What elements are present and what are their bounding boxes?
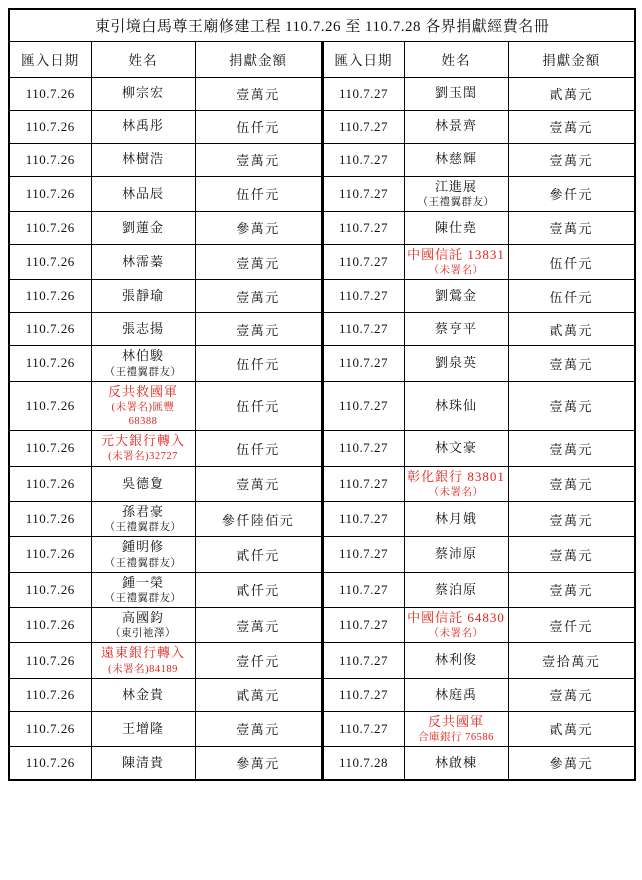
amount-cell: 壹萬元 bbox=[508, 211, 635, 244]
date-cell: 110.7.26 bbox=[9, 466, 91, 501]
donor-name: 元大銀行轉入 bbox=[100, 433, 185, 449]
date-cell: 110.7.27 bbox=[322, 537, 404, 572]
amount-cell: 壹萬元 bbox=[508, 537, 635, 572]
document-title: 東引境白馬尊王廟修建工程 110.7.26 至 110.7.28 各界捐獻經費名冊 bbox=[9, 9, 635, 41]
date-cell: 110.7.28 bbox=[322, 747, 404, 780]
donor-name: 王增隆 bbox=[121, 720, 164, 736]
donor-name-cell bbox=[404, 381, 508, 431]
date-cell: 110.7.26 bbox=[9, 143, 91, 176]
table-row bbox=[9, 643, 635, 678]
amount-cell: 壹萬元 bbox=[508, 143, 635, 176]
donor-name: 劉泉英 bbox=[434, 355, 477, 371]
table-row bbox=[9, 143, 635, 176]
amount-cell: 伍仟元 bbox=[508, 280, 635, 313]
amount-cell: 貳萬元 bbox=[195, 678, 322, 711]
header-amount-left: 捐獻金額 bbox=[195, 41, 322, 77]
donor-name: 遠東銀行轉入 bbox=[100, 645, 185, 661]
date-cell: 110.7.26 bbox=[9, 431, 91, 466]
date-cell: 110.7.26 bbox=[9, 572, 91, 607]
date-cell: 110.7.26 bbox=[9, 643, 91, 678]
donor-name-cell bbox=[91, 643, 195, 678]
donor-name: 吳德夐 bbox=[121, 475, 164, 491]
date-cell: 110.7.27 bbox=[322, 643, 404, 678]
amount-cell: 參仟陸佰元 bbox=[195, 501, 322, 536]
donor-name-note: 合庫銀行 76586 bbox=[418, 732, 494, 743]
donor-name: 張靜瑜 bbox=[121, 288, 164, 304]
donor-name: 林禹彤 bbox=[121, 118, 164, 134]
date-cell: 110.7.27 bbox=[322, 244, 404, 279]
donor-name-cell bbox=[91, 346, 195, 381]
date-cell: 110.7.26 bbox=[9, 501, 91, 536]
date-cell: 110.7.27 bbox=[322, 313, 404, 346]
donor-name: 鍾明修 bbox=[121, 539, 164, 555]
date-cell: 110.7.27 bbox=[322, 280, 404, 313]
amount-cell: 壹拾萬元 bbox=[508, 643, 635, 678]
donor-name: 鍾一榮 bbox=[121, 574, 164, 590]
donation-table bbox=[8, 8, 636, 781]
donor-name-cell bbox=[404, 572, 508, 607]
donor-name-cell bbox=[404, 143, 508, 176]
donor-name-cell bbox=[404, 280, 508, 313]
donor-name-note: （王禮翼群友） bbox=[104, 557, 182, 569]
donor-name-note: （王禮翼群友） bbox=[104, 592, 182, 604]
amount-cell: 壹萬元 bbox=[508, 466, 635, 501]
donor-name: 林伯駿 bbox=[121, 348, 164, 364]
date-cell: 110.7.26 bbox=[9, 280, 91, 313]
donor-name: 蔡沛原 bbox=[434, 546, 477, 562]
donor-name: 張志揚 bbox=[121, 321, 164, 337]
donor-name-cell bbox=[91, 211, 195, 244]
amount-cell: 壹萬元 bbox=[508, 501, 635, 536]
donor-name: 反共救國軍 bbox=[107, 383, 178, 399]
amount-cell: 伍仟元 bbox=[195, 346, 322, 381]
donor-name: 林樹浩 bbox=[121, 151, 164, 167]
donor-name-cell bbox=[91, 431, 195, 466]
donor-name: 彰化銀行 83801 bbox=[407, 468, 505, 484]
header-name-right: 姓名 bbox=[404, 41, 508, 77]
donor-name-cell bbox=[404, 501, 508, 536]
donor-name-cell bbox=[404, 313, 508, 346]
donor-name-note: （未署名） bbox=[428, 628, 484, 640]
date-cell: 110.7.27 bbox=[322, 501, 404, 536]
donor-name-cell bbox=[404, 678, 508, 711]
donor-name-cell bbox=[91, 608, 195, 643]
date-cell: 110.7.26 bbox=[9, 313, 91, 346]
table-row bbox=[9, 501, 635, 536]
donor-name-note: （王禮翼群友） bbox=[104, 522, 182, 534]
amount-cell: 壹萬元 bbox=[508, 572, 635, 607]
date-cell: 110.7.27 bbox=[322, 678, 404, 711]
donor-name-cell bbox=[91, 381, 195, 431]
amount-cell: 壹萬元 bbox=[195, 280, 322, 313]
amount-cell: 貳萬元 bbox=[508, 313, 635, 346]
amount-cell: 伍仟元 bbox=[195, 176, 322, 211]
table-row bbox=[9, 244, 635, 279]
amount-cell: 壹萬元 bbox=[508, 431, 635, 466]
amount-cell: 參萬元 bbox=[195, 211, 322, 244]
table-row bbox=[9, 678, 635, 711]
table-body bbox=[9, 77, 635, 780]
amount-cell: 壹萬元 bbox=[195, 143, 322, 176]
date-cell: 110.7.27 bbox=[322, 346, 404, 381]
amount-cell: 參萬元 bbox=[508, 747, 635, 780]
amount-cell: 壹萬元 bbox=[195, 77, 322, 110]
donor-name-cell bbox=[91, 176, 195, 211]
date-cell: 110.7.27 bbox=[322, 176, 404, 211]
date-cell: 110.7.27 bbox=[322, 572, 404, 607]
table-row bbox=[9, 211, 635, 244]
donor-name-cell bbox=[404, 176, 508, 211]
donor-name-note: 68388 bbox=[128, 416, 158, 427]
amount-cell: 壹萬元 bbox=[508, 381, 635, 431]
donor-name-note: （王禮翼群友） bbox=[417, 196, 495, 208]
table-row bbox=[9, 280, 635, 313]
amount-cell: 壹萬元 bbox=[195, 466, 322, 501]
donor-name-cell bbox=[91, 466, 195, 501]
date-cell: 110.7.27 bbox=[322, 608, 404, 643]
date-cell: 110.7.26 bbox=[9, 537, 91, 572]
donor-name-cell bbox=[404, 346, 508, 381]
date-cell: 110.7.27 bbox=[322, 711, 404, 746]
date-cell: 110.7.27 bbox=[322, 211, 404, 244]
date-cell: 110.7.26 bbox=[9, 244, 91, 279]
date-cell: 110.7.26 bbox=[9, 711, 91, 746]
table-row bbox=[9, 747, 635, 780]
donor-name-cell bbox=[404, 537, 508, 572]
donor-name: 反共國軍 bbox=[427, 713, 484, 729]
donor-name-note: (未署名)84189 bbox=[108, 663, 178, 675]
donor-name: 林啟棟 bbox=[434, 754, 477, 770]
amount-cell: 壹仟元 bbox=[195, 643, 322, 678]
donor-name: 陳清貴 bbox=[121, 754, 164, 770]
donor-name-cell bbox=[404, 77, 508, 110]
date-cell: 110.7.26 bbox=[9, 678, 91, 711]
amount-cell: 伍仟元 bbox=[195, 431, 322, 466]
amount-cell: 伍仟元 bbox=[508, 244, 635, 279]
donor-name: 林月娥 bbox=[434, 510, 477, 526]
donor-name: 林慈輝 bbox=[434, 151, 477, 167]
donor-name-cell bbox=[404, 711, 508, 746]
table-row bbox=[9, 381, 635, 431]
donor-name-note: (未署名)32727 bbox=[108, 451, 178, 463]
donor-name: 柳宗宏 bbox=[121, 85, 164, 101]
donor-name: 孫君豪 bbox=[121, 503, 164, 519]
donor-name: 中國信託 13831 bbox=[407, 246, 505, 262]
table-row bbox=[9, 431, 635, 466]
table-row bbox=[9, 608, 635, 643]
donor-name-note: （未署名） bbox=[428, 265, 484, 277]
date-cell: 110.7.26 bbox=[9, 346, 91, 381]
header-date-left: 匯入日期 bbox=[9, 41, 91, 77]
table-row bbox=[9, 711, 635, 746]
table-row bbox=[9, 110, 635, 143]
donor-name: 林景齊 bbox=[434, 118, 477, 134]
amount-cell: 貳萬元 bbox=[508, 711, 635, 746]
donor-name-cell bbox=[91, 313, 195, 346]
donor-name-cell bbox=[91, 572, 195, 607]
header-date-right: 匯入日期 bbox=[322, 41, 404, 77]
amount-cell: 壹仟元 bbox=[508, 608, 635, 643]
header-amount-right: 捐獻金額 bbox=[508, 41, 635, 77]
donor-name: 林珠仙 bbox=[434, 397, 477, 413]
amount-cell: 貳仟元 bbox=[195, 537, 322, 572]
donor-name-note: （東引祂澤） bbox=[110, 628, 176, 640]
donor-name-cell bbox=[91, 537, 195, 572]
title-row bbox=[9, 9, 635, 41]
donor-name: 劉鶯金 bbox=[434, 288, 477, 304]
donor-name: 江進展 bbox=[434, 178, 477, 194]
donor-name-cell bbox=[404, 211, 508, 244]
date-cell: 110.7.26 bbox=[9, 747, 91, 780]
donor-name: 劉玉閨 bbox=[434, 85, 477, 101]
date-cell: 110.7.27 bbox=[322, 466, 404, 501]
date-cell: 110.7.27 bbox=[322, 143, 404, 176]
table-row bbox=[9, 77, 635, 110]
amount-cell: 貳萬元 bbox=[508, 77, 635, 110]
table-row bbox=[9, 313, 635, 346]
donor-name-cell bbox=[91, 280, 195, 313]
donor-name: 中國信託 64830 bbox=[407, 610, 505, 625]
amount-cell: 壹萬元 bbox=[195, 608, 322, 643]
table-row bbox=[9, 537, 635, 572]
donor-name-cell bbox=[91, 711, 195, 746]
amount-cell: 壹萬元 bbox=[508, 110, 635, 143]
donor-name-note: (未署名)匯豐 bbox=[111, 401, 175, 413]
donor-name-cell bbox=[91, 143, 195, 176]
donor-name-cell bbox=[404, 747, 508, 780]
amount-cell: 參萬元 bbox=[195, 747, 322, 780]
date-cell: 110.7.26 bbox=[9, 381, 91, 431]
date-cell: 110.7.27 bbox=[322, 77, 404, 110]
amount-cell: 壹萬元 bbox=[195, 244, 322, 279]
donor-name-cell bbox=[404, 431, 508, 466]
donor-name: 陳仕堯 bbox=[434, 219, 477, 235]
amount-cell: 壹萬元 bbox=[508, 346, 635, 381]
donor-name-cell bbox=[91, 77, 195, 110]
donor-name: 林庭禹 bbox=[434, 686, 477, 702]
date-cell: 110.7.26 bbox=[9, 211, 91, 244]
header-row bbox=[9, 41, 635, 77]
donor-name-cell bbox=[91, 110, 195, 143]
table-row bbox=[9, 466, 635, 501]
donor-name-cell bbox=[404, 110, 508, 143]
date-cell: 110.7.26 bbox=[9, 110, 91, 143]
donor-name-cell bbox=[404, 244, 508, 279]
donor-name-cell bbox=[91, 244, 195, 279]
donor-name: 林利俊 bbox=[434, 652, 477, 668]
date-cell: 110.7.27 bbox=[322, 381, 404, 431]
date-cell: 110.7.26 bbox=[9, 176, 91, 211]
donor-name: 高國鈞 bbox=[121, 610, 164, 625]
header-name-left: 姓名 bbox=[91, 41, 195, 77]
table-row bbox=[9, 346, 635, 381]
date-cell: 110.7.26 bbox=[9, 608, 91, 643]
amount-cell: 壹萬元 bbox=[508, 678, 635, 711]
date-cell: 110.7.26 bbox=[9, 77, 91, 110]
donor-name-note: （未署名） bbox=[428, 486, 484, 498]
donor-name: 林品辰 bbox=[121, 185, 164, 201]
amount-cell: 貳仟元 bbox=[195, 572, 322, 607]
date-cell: 110.7.27 bbox=[322, 431, 404, 466]
amount-cell: 伍仟元 bbox=[195, 381, 322, 431]
date-cell: 110.7.27 bbox=[322, 110, 404, 143]
amount-cell: 伍仟元 bbox=[195, 110, 322, 143]
amount-cell: 參仟元 bbox=[508, 176, 635, 211]
donor-name-cell bbox=[91, 747, 195, 780]
donor-name-cell bbox=[404, 643, 508, 678]
donor-name-note: （王禮翼群友） bbox=[104, 366, 182, 378]
donor-name: 林霈蓁 bbox=[121, 253, 164, 269]
donor-name: 劉蓮金 bbox=[121, 219, 164, 235]
donor-name: 蔡亨平 bbox=[434, 321, 477, 337]
amount-cell: 壹萬元 bbox=[195, 711, 322, 746]
donor-name-cell bbox=[91, 678, 195, 711]
donor-name: 林文豪 bbox=[434, 440, 477, 456]
donor-name-cell bbox=[404, 466, 508, 501]
amount-cell: 壹萬元 bbox=[195, 313, 322, 346]
table-row bbox=[9, 572, 635, 607]
donor-name-cell bbox=[404, 608, 508, 643]
table-row bbox=[9, 176, 635, 211]
donor-name: 蔡泊原 bbox=[434, 581, 477, 597]
donor-name-cell bbox=[91, 501, 195, 536]
donor-name: 林金貴 bbox=[121, 686, 164, 702]
